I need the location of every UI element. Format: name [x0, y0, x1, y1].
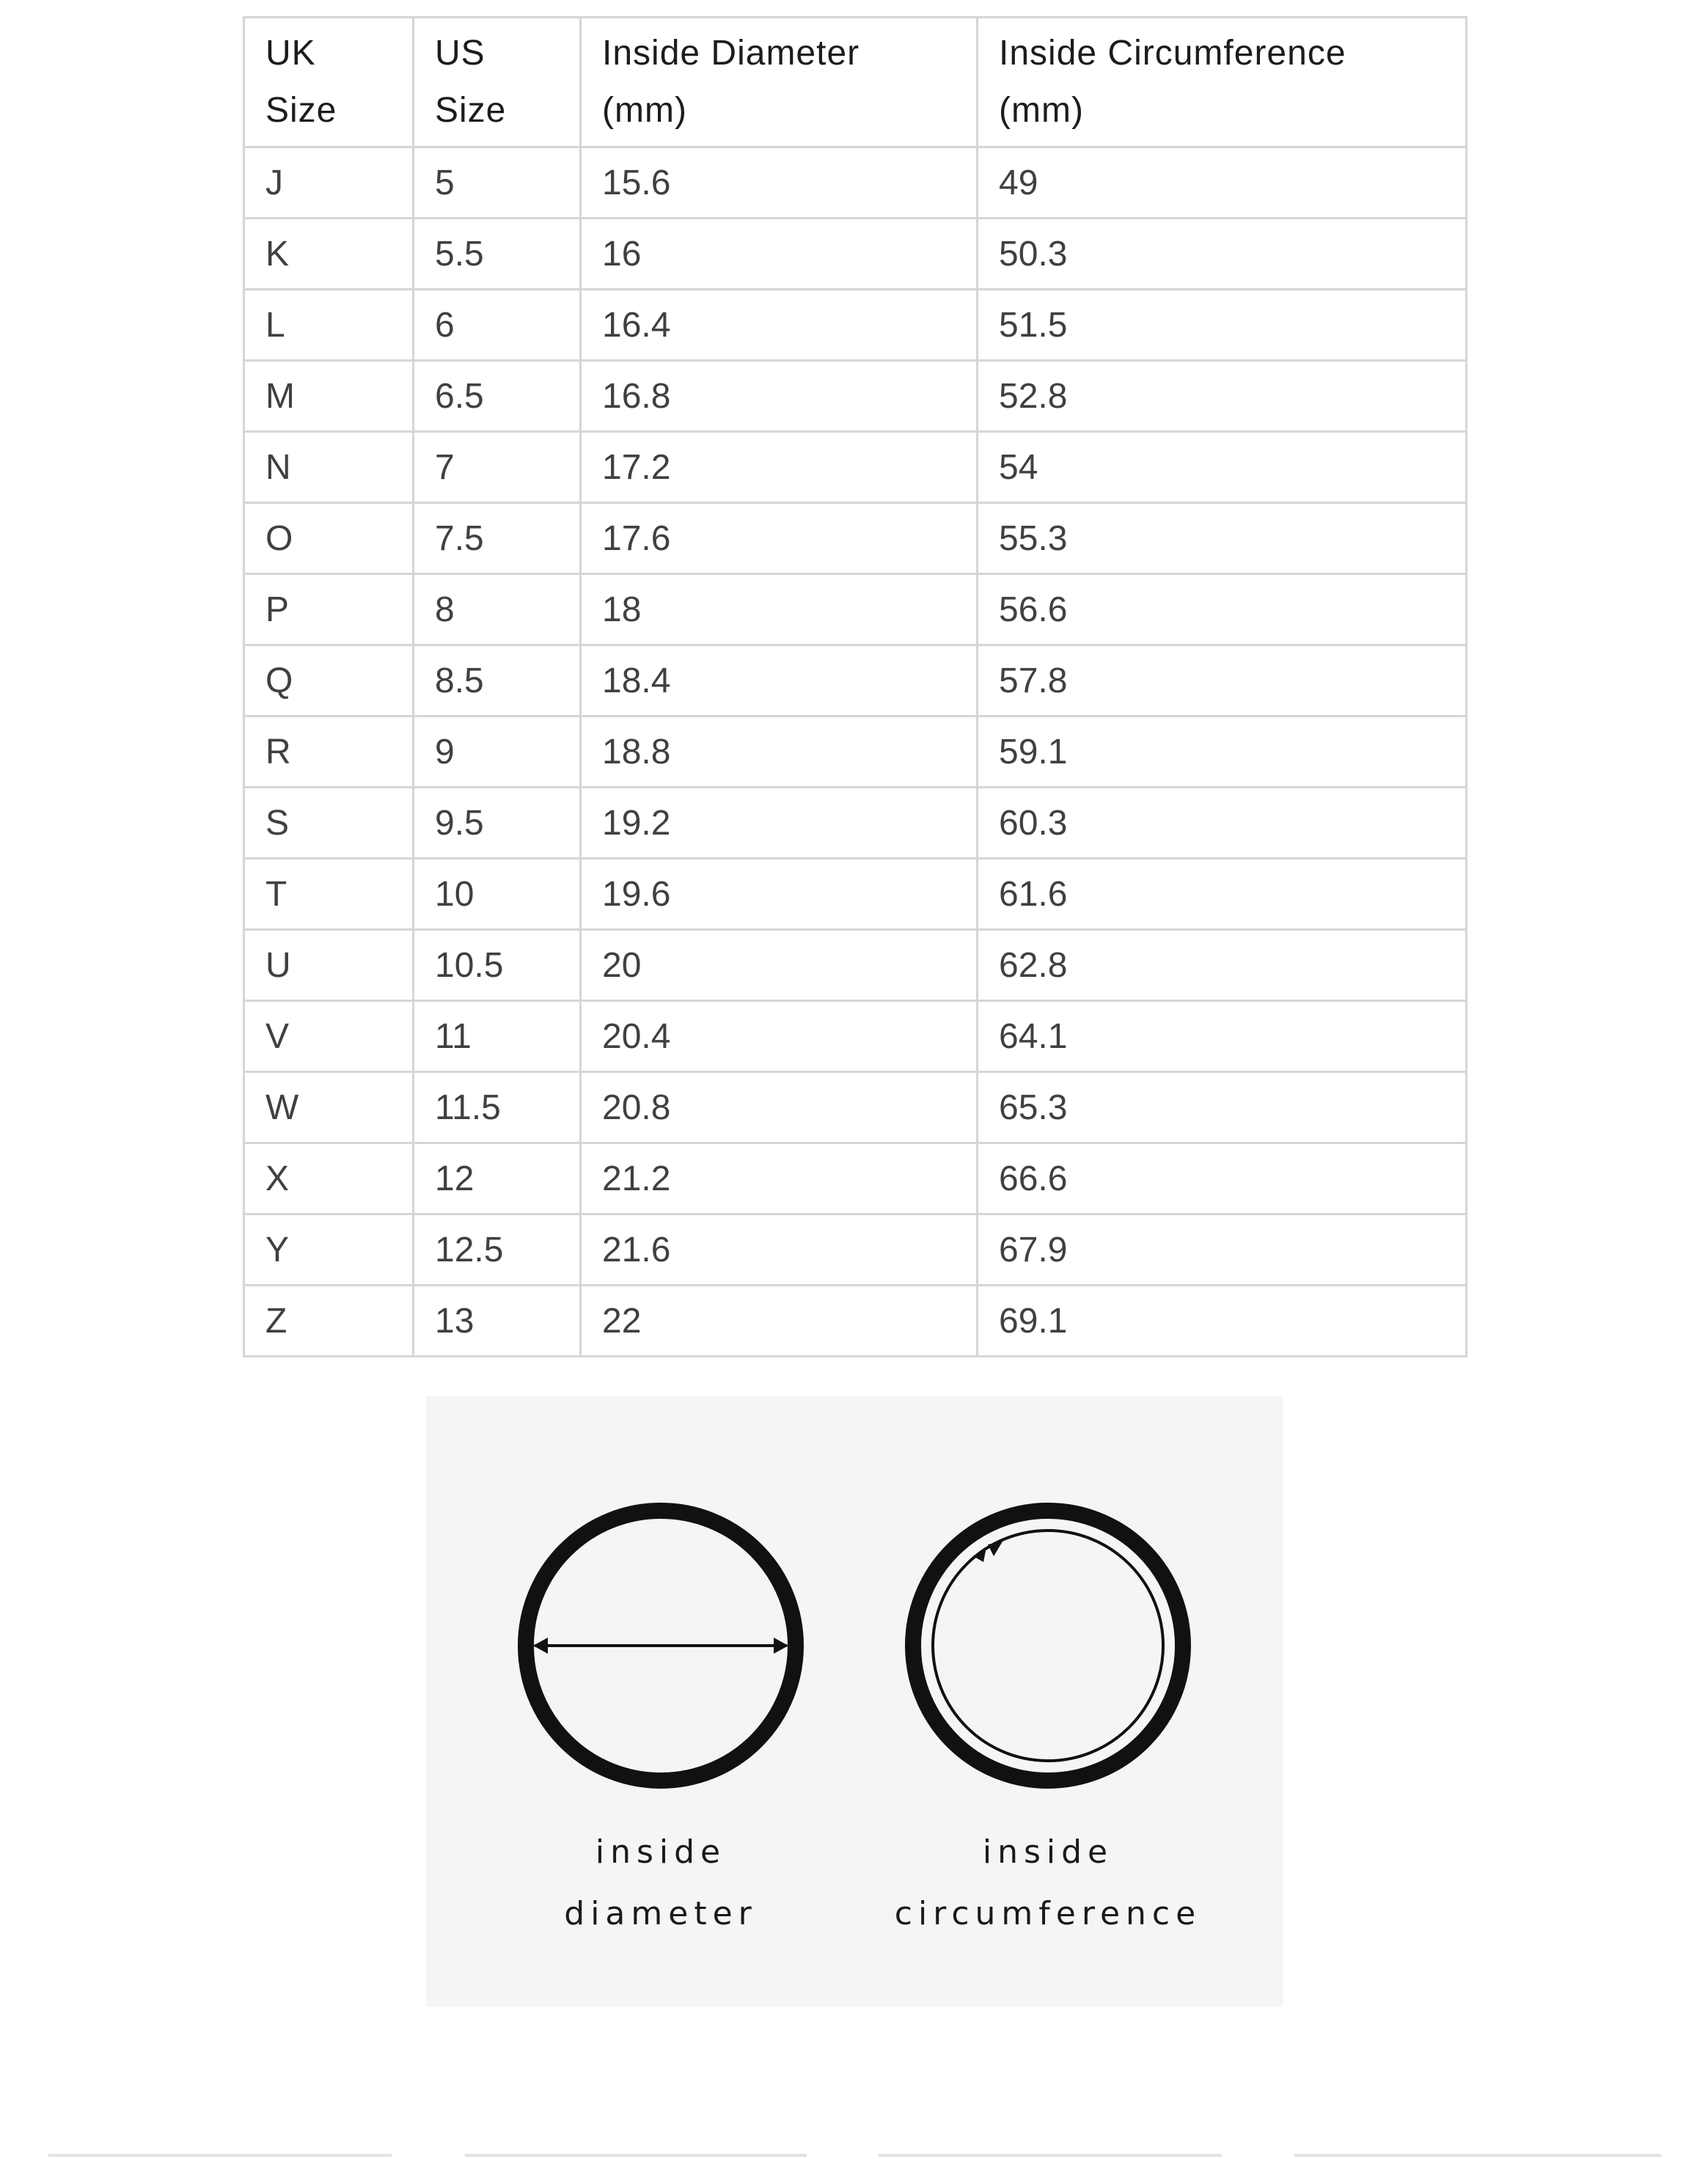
ring-size-table [243, 16, 1467, 1357]
divider [48, 2154, 392, 2157]
circumference-arrowhead-outer [988, 1542, 1003, 1556]
uk-size-cell: R [244, 716, 414, 788]
inside-diameter-cell: 16.8 [581, 361, 978, 432]
inside-diameter-cell: 16 [581, 219, 978, 290]
us-size-header: US Size [414, 18, 581, 147]
us-size-cell: 6 [414, 290, 581, 361]
us-size-cell: 7.5 [414, 503, 581, 574]
inside-circumference-header: Inside Circumference (mm) [978, 18, 1467, 147]
ring-diameter-icon [514, 1499, 807, 1792]
ring-size-table-header [244, 18, 1467, 147]
us-size-cell: 7 [414, 432, 581, 503]
table-row [244, 432, 1467, 503]
table-row [244, 290, 1467, 361]
us-size-cell: 9 [414, 716, 581, 788]
inside-diameter-caption: inside diameter [564, 1833, 758, 1932]
ring-measurement-illustration [426, 1396, 1283, 2006]
inside-diameter-cell: 18.4 [581, 645, 978, 716]
us-size-cell: 8 [414, 574, 581, 645]
us-size-cell: 13 [414, 1286, 581, 1357]
inside-circumference-cell: 67.9 [978, 1214, 1467, 1286]
inside-circumference-cell: 50.3 [978, 219, 1467, 290]
inside-diameter-cell: 22 [581, 1286, 978, 1357]
uk-size-cell: W [244, 1072, 414, 1143]
inside-diameter-cell: 19.6 [581, 859, 978, 930]
inside-diameter-cell: 17.6 [581, 503, 978, 574]
table-row [244, 219, 1467, 290]
table-row [244, 788, 1467, 859]
table-row [244, 361, 1467, 432]
inside-diameter-cell: 17.2 [581, 432, 978, 503]
uk-size-cell: Q [244, 645, 414, 716]
uk-size-cell: X [244, 1143, 414, 1214]
inside-circumference-cell: 59.1 [978, 716, 1467, 788]
table-row [244, 1286, 1467, 1357]
us-size-cell: 10 [414, 859, 581, 930]
uk-size-cell: M [244, 361, 414, 432]
inside-diameter-cell: 18 [581, 574, 978, 645]
inside-circumference-cell: 57.8 [978, 645, 1467, 716]
table-row [244, 1072, 1467, 1143]
inside-diameter-cell: 21.2 [581, 1143, 978, 1214]
us-size-cell: 11 [414, 1001, 581, 1072]
uk-size-cell: L [244, 290, 414, 361]
header-row [244, 18, 1467, 147]
inside-diameter-header: Inside Diameter (mm) [581, 18, 978, 147]
ring-circumference-svg [901, 1499, 1195, 1792]
inside-diameter-cell: 20 [581, 930, 978, 1001]
table-row [244, 1001, 1467, 1072]
inside-diameter-cell: 15.6 [581, 147, 978, 219]
inside-circumference-cell: 65.3 [978, 1072, 1467, 1143]
ring-outline [913, 1511, 1183, 1781]
diameter-arrowhead-right [774, 1638, 788, 1654]
us-size-cell: 6.5 [414, 361, 581, 432]
uk-size-cell: Y [244, 1214, 414, 1286]
uk-size-cell: U [244, 930, 414, 1001]
uk-size-cell: V [244, 1001, 414, 1072]
uk-size-header: UK Size [244, 18, 414, 147]
inside-circumference-cell: 49 [978, 147, 1467, 219]
inside-diameter-cell: 18.8 [581, 716, 978, 788]
uk-size-cell: T [244, 859, 414, 930]
ring-size-table-body [244, 147, 1467, 1357]
uk-size-cell: S [244, 788, 414, 859]
divider [1294, 2154, 1661, 2157]
uk-size-cell: Z [244, 1286, 414, 1357]
inside-circumference-cell: 51.5 [978, 290, 1467, 361]
us-size-cell: 5.5 [414, 219, 581, 290]
us-size-cell: 5 [414, 147, 581, 219]
inside-circumference-cell: 54 [978, 432, 1467, 503]
circumference-line [933, 1531, 1163, 1761]
inside-circumference-caption: inside circumference [894, 1833, 1202, 1932]
inside-circumference-cell: 52.8 [978, 361, 1467, 432]
table-row [244, 503, 1467, 574]
inside-diameter-cell: 16.4 [581, 290, 978, 361]
diameter-arrowhead-left [533, 1638, 548, 1654]
table-row [244, 1214, 1467, 1286]
inside-diameter-cell: 20.8 [581, 1072, 978, 1143]
table-row [244, 147, 1467, 219]
us-size-cell: 12.5 [414, 1214, 581, 1286]
table-row [244, 859, 1467, 930]
divider [465, 2154, 807, 2157]
us-size-cell: 9.5 [414, 788, 581, 859]
inside-circumference-cell: 61.6 [978, 859, 1467, 930]
inside-circumference-cell: 62.8 [978, 930, 1467, 1001]
table-row [244, 930, 1467, 1001]
inside-circumference-cell: 64.1 [978, 1001, 1467, 1072]
table-row [244, 574, 1467, 645]
ring-diameter-svg [514, 1499, 807, 1792]
inside-diameter-cell: 21.6 [581, 1214, 978, 1286]
table-row [244, 1143, 1467, 1214]
uk-size-cell: O [244, 503, 414, 574]
uk-size-cell: J [244, 147, 414, 219]
table-row [244, 645, 1467, 716]
ring-circumference-icon [901, 1499, 1195, 1792]
us-size-cell: 10.5 [414, 930, 581, 1001]
inside-circumference-cell: 55.3 [978, 503, 1467, 574]
us-size-cell: 12 [414, 1143, 581, 1214]
inside-diameter-cell: 20.4 [581, 1001, 978, 1072]
uk-size-cell: K [244, 219, 414, 290]
inside-diameter-cell: 19.2 [581, 788, 978, 859]
uk-size-cell: P [244, 574, 414, 645]
inside-circumference-cell: 60.3 [978, 788, 1467, 859]
inside-circumference-cell: 69.1 [978, 1286, 1467, 1357]
uk-size-cell: N [244, 432, 414, 503]
inside-circumference-cell: 56.6 [978, 574, 1467, 645]
divider [879, 2154, 1222, 2157]
table-row [244, 716, 1467, 788]
inside-circumference-cell: 66.6 [978, 1143, 1467, 1214]
us-size-cell: 11.5 [414, 1072, 581, 1143]
us-size-cell: 8.5 [414, 645, 581, 716]
